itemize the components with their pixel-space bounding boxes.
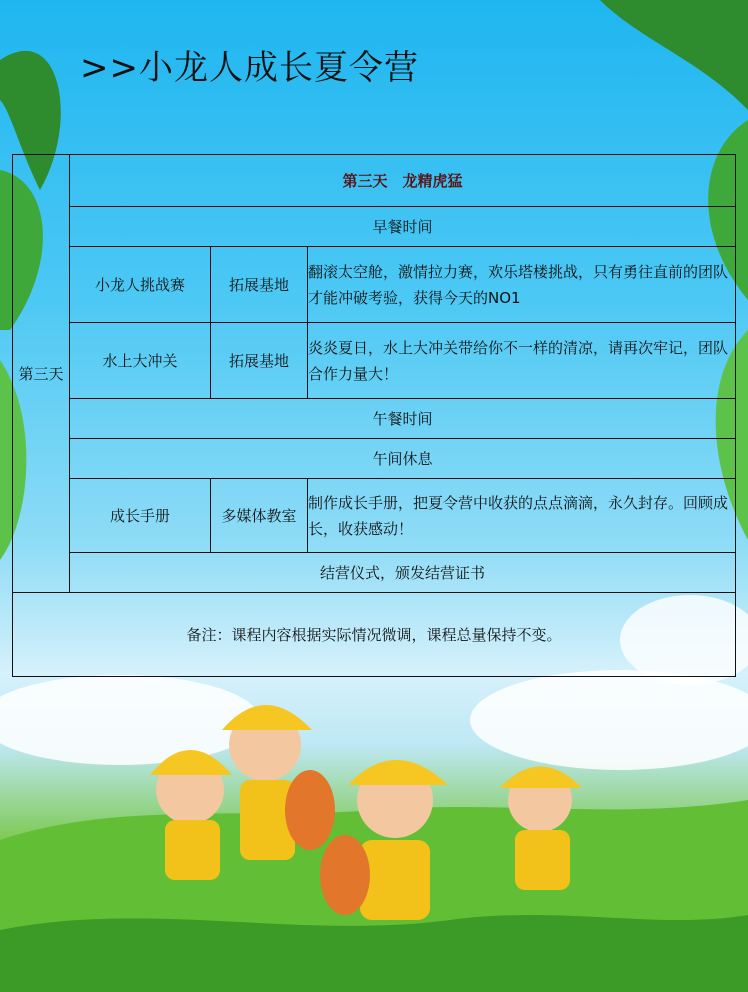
note-row: 备注：课程内容根据实际情况微调，课程总量保持不变。 xyxy=(13,593,736,677)
location-cell: 拓展基地 xyxy=(211,247,308,323)
span-row: 早餐时间 xyxy=(70,207,736,247)
activity-cell: 成长手册 xyxy=(70,479,211,553)
description-cell: 翻滚太空舱，激情拉力赛，欢乐塔楼挑战，只有勇往直前的团队才能冲破考验，获得今天的NO1 xyxy=(308,247,736,323)
schedule-table xyxy=(12,154,736,677)
description-cell: 制作成长手册，把夏令营中收获的点点滴滴，永久封存。回顾成长，收获感动！ xyxy=(308,479,736,553)
activity-cell: 小龙人挑战赛 xyxy=(70,247,211,323)
day-label: 第三天 xyxy=(13,155,70,593)
location-cell: 多媒体教室 xyxy=(211,479,308,553)
description-cell: 炎炎夏日，水上大冲关带给你不一样的清凉，请再次牢记，团队合作力量大！ xyxy=(308,323,736,399)
activity-cell: 水上大冲关 xyxy=(70,323,211,399)
span-row: 结营仪式，颁发结营证书 xyxy=(70,553,736,593)
day-header: 第三天 龙精虎猛 xyxy=(70,155,736,207)
location-cell: 拓展基地 xyxy=(211,323,308,399)
span-row: 午餐时间 xyxy=(70,399,736,439)
page-title: >>小龙人成长夏令营 xyxy=(80,48,419,88)
span-row: 午间休息 xyxy=(70,439,736,479)
